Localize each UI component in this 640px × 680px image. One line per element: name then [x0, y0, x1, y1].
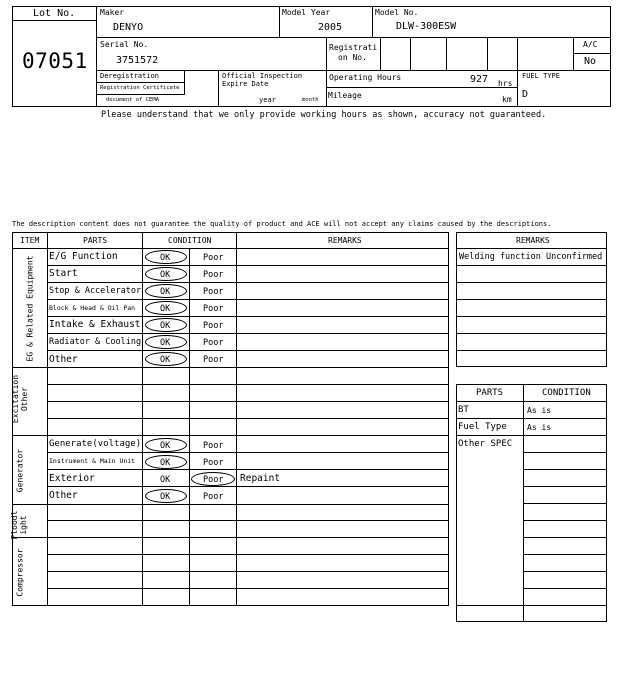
cema-document-label: document of CEMA	[106, 97, 159, 103]
eg-part-intake-exhaust: Intake & Exhaust	[49, 319, 141, 330]
mileage-label: Mileage	[328, 91, 362, 100]
condition-poor: Poor	[203, 492, 224, 502]
condition-ok: OK	[160, 475, 171, 485]
right-remark-welding: Welding function Unconfirmed	[459, 252, 603, 262]
ac-value: No	[584, 56, 597, 67]
registration-certificate-label: Registration Certificate	[100, 85, 180, 91]
eg-part-radiator-cooling: Radiator & Cooling	[49, 337, 142, 347]
section-generator-label: Generator	[15, 448, 25, 493]
condition-poor: Poor	[203, 304, 224, 314]
hours-notice: Please understand that we only provide working hours as shown, accuracy not guaranteed.	[101, 110, 547, 120]
eg-part-stop-accelerator: Stop & Accelerator	[49, 286, 142, 296]
condition-ok: OK	[160, 355, 171, 365]
section-compressor-label: Compressor	[15, 548, 25, 597]
condition-ok: OK	[160, 304, 171, 314]
condition-ok: OK	[160, 270, 171, 280]
lot-number: 07051	[22, 49, 88, 73]
condition-poor: Poor	[203, 338, 224, 348]
condition-poor: Poor	[203, 270, 224, 280]
registration-label-2: on No.	[338, 53, 367, 62]
condition-poor: Poor	[203, 475, 224, 485]
condition-ok: OK	[160, 287, 171, 297]
maker-label: Maker	[100, 8, 125, 17]
ac-label: A/C	[583, 40, 598, 49]
condition-poor: Poor	[203, 355, 224, 365]
right-condition-fuel-type: As is	[527, 423, 552, 432]
right-part-bt: BT	[458, 405, 469, 415]
right-condition-bt: As is	[527, 406, 552, 415]
condition-poor: Poor	[203, 441, 224, 451]
operating-hours-value: 927	[470, 74, 489, 85]
lot-label: Lot No.	[33, 8, 76, 19]
section-floodlight-label: Floodl ight	[10, 510, 28, 540]
right-part-other-spec: Other SPEC	[458, 439, 513, 449]
disclaimer: The description content does not guarantee the quality of product and ACE will not accept any claims caused by the descriptions.	[12, 220, 552, 228]
serial-value: 3751572	[116, 55, 159, 66]
maker-value: DENYO	[113, 22, 144, 33]
eg-part-eg-function: E/G Function	[49, 251, 118, 262]
condition-ok: OK	[160, 321, 171, 331]
right-part-fuel-type: Fuel Type	[458, 422, 507, 432]
gen-part-other: Other	[49, 490, 78, 501]
condition-poor: Poor	[203, 321, 224, 331]
gen-part-generate-voltage: Generate(voltage)	[49, 439, 142, 449]
year-label: year	[259, 96, 276, 104]
remarks-header: REMARKS	[328, 236, 362, 245]
section-excitation-label: Excitation Other	[11, 374, 29, 424]
eg-part-start: Start	[49, 268, 78, 279]
gen-part-exterior: Exterior	[49, 473, 95, 484]
gen-part-instrument-main-unit: Instrument & Main Unit	[49, 457, 136, 465]
right-parts-header: PARTS	[476, 388, 504, 398]
model-no-label: Model No.	[375, 8, 419, 17]
condition-ok: OK	[160, 253, 171, 263]
condition-header: CONDITION	[168, 236, 212, 245]
condition-ok: OK	[160, 492, 171, 502]
eg-part-block-head: Block & Head & Oil Pan	[49, 304, 136, 312]
fuel-type-label: FUEL TYPE	[522, 72, 560, 80]
condition-poor: Poor	[203, 458, 224, 468]
month-label: month	[302, 97, 319, 103]
right-remarks-header: REMARKS	[516, 236, 550, 245]
registration-label: Registrati	[329, 43, 378, 52]
model-year-label: Model Year	[282, 8, 331, 17]
serial-label: Serial No.	[100, 40, 149, 49]
eg-part-other: Other	[49, 354, 78, 365]
condition-poor: Poor	[203, 253, 224, 263]
condition-poor: Poor	[203, 287, 224, 297]
right-condition-header: CONDITION	[542, 388, 591, 398]
section-eg-label: EG & Related Equipment	[25, 255, 35, 362]
operating-hours-label: Operating Hours	[329, 73, 402, 82]
item-header: ITEM	[20, 236, 40, 245]
inspection-label: Official Inspection	[222, 72, 303, 80]
model-no-value: DLW-300ESW	[396, 21, 457, 32]
hours-unit: hrs	[498, 79, 513, 88]
fuel-type-value: D	[522, 89, 529, 100]
km-unit: km	[502, 95, 512, 104]
model-year-value: 2005	[318, 22, 343, 33]
gen-remark-repaint: Repaint	[240, 473, 281, 484]
deregistration-label: Deregistration	[100, 72, 160, 80]
condition-ok: OK	[160, 441, 171, 451]
condition-ok: OK	[160, 458, 171, 468]
condition-ok: OK	[160, 338, 171, 348]
parts-header: PARTS	[83, 236, 108, 245]
inspection-label-2: Expire Date	[222, 80, 269, 88]
